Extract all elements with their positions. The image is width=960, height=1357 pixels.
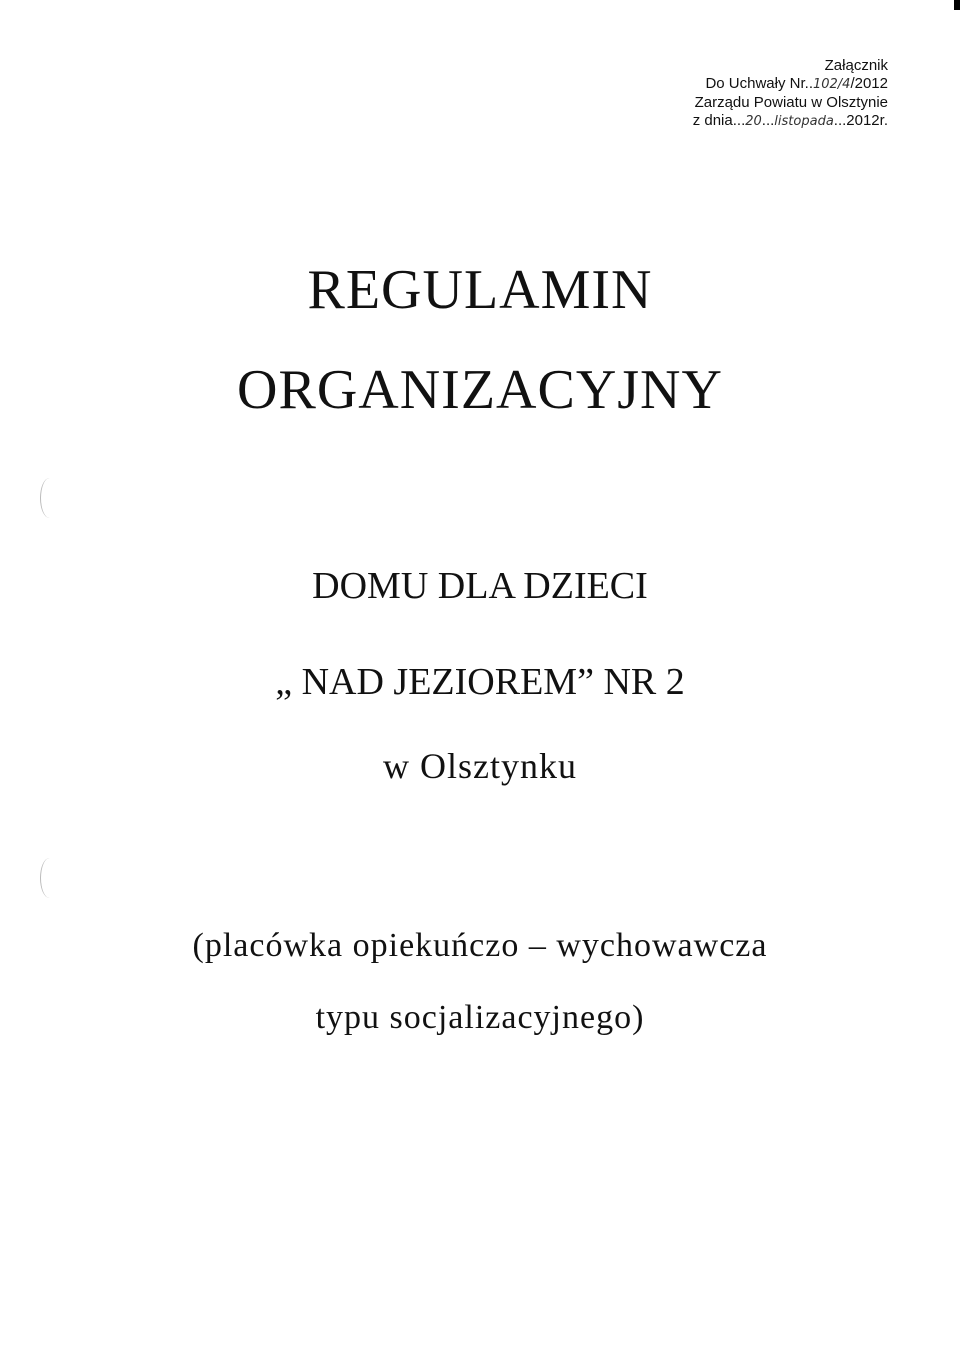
resolution-line xyxy=(568,75,888,94)
date-suffix: ...2012r. xyxy=(833,112,888,129)
date-middle: ... xyxy=(761,112,775,129)
institution-name-line2: „ NAD JEZIOREM” NR 2 xyxy=(275,661,685,703)
attachment-header xyxy=(568,57,888,131)
punch-hole-mark xyxy=(40,858,59,898)
institution-location: w Olsztynku xyxy=(383,746,577,786)
institution-type-line1: (placówka opiekuńczo – wychowawcza xyxy=(192,927,768,964)
date-line xyxy=(568,112,888,131)
document-title-line1: REGULAMIN xyxy=(307,259,653,321)
scan-edge-mark xyxy=(954,0,960,10)
resolution-number-handwritten: 102/4 xyxy=(812,77,851,92)
institution-type-line2: typu socjalizacyjnego) xyxy=(315,999,645,1036)
date-month-handwritten: listopada xyxy=(774,114,834,129)
board-line: Zarządu Powiatu w Olsztynie xyxy=(694,94,888,111)
date-day-handwritten: 20 xyxy=(745,114,762,129)
institution-name-line1: DOMU DLA DZIECI xyxy=(312,565,648,607)
document-title-line2: ORGANIZACYJNY xyxy=(237,359,723,421)
date-prefix: z dnia... xyxy=(692,112,746,129)
resolution-prefix: Do Uchwały Nr.. xyxy=(705,75,813,92)
punch-hole-mark xyxy=(40,478,59,518)
attachment-label: Załącznik xyxy=(824,57,888,74)
resolution-suffix: /2012 xyxy=(850,75,888,92)
